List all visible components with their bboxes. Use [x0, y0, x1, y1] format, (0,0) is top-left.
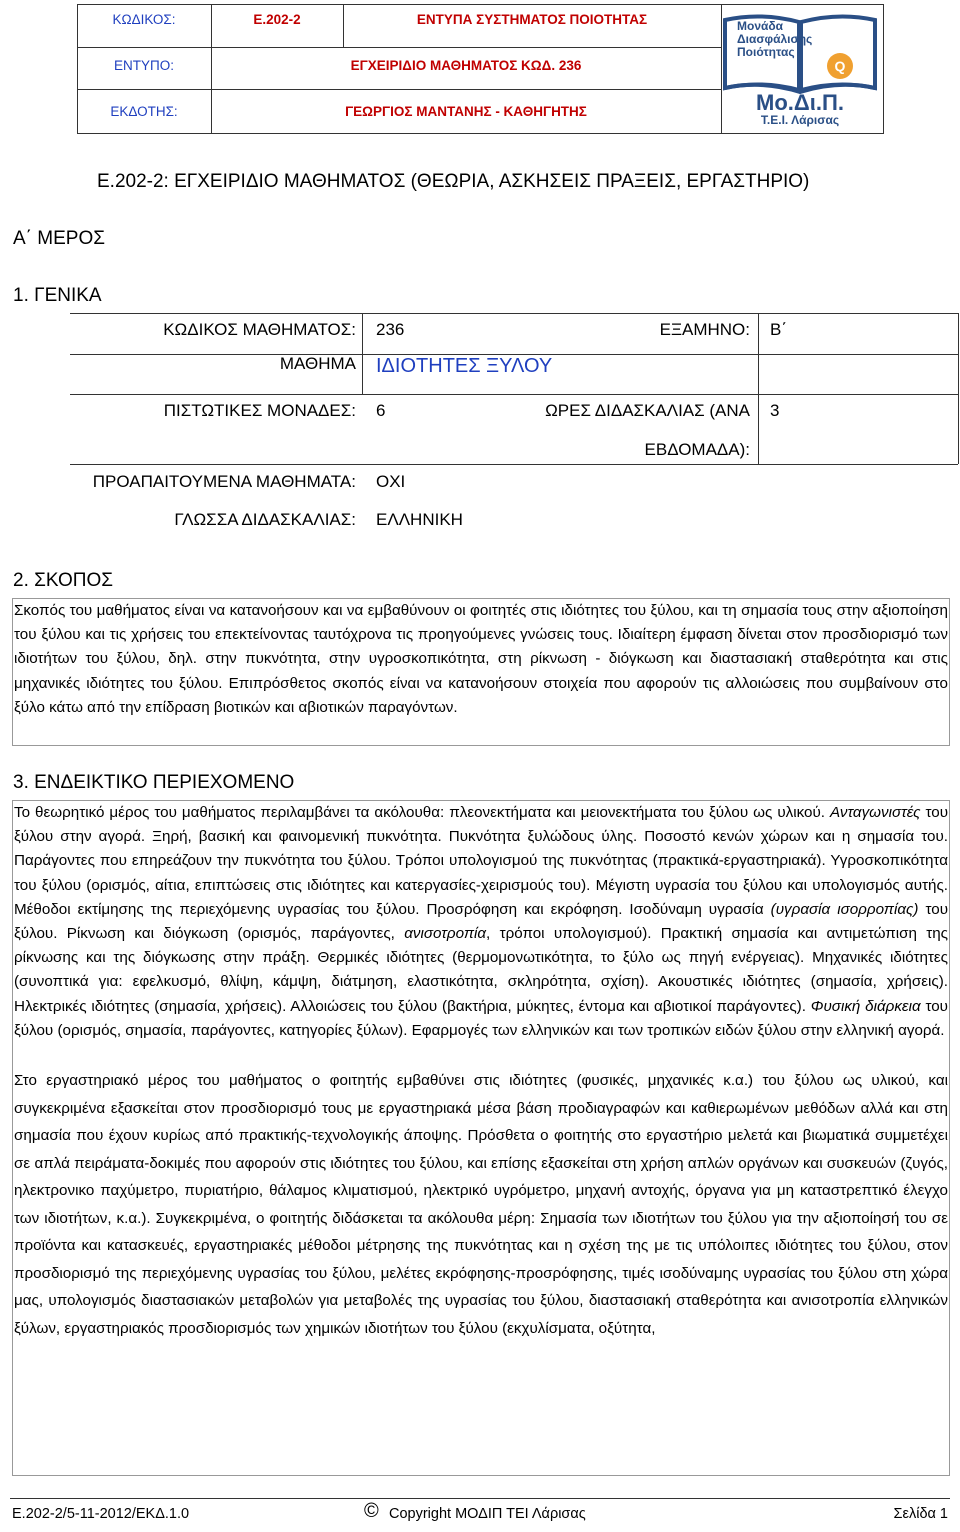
- logo-line2: Διασφάλισης: [737, 32, 813, 46]
- theory-italic-b: (υγρασία ισορροπίας): [770, 900, 919, 918]
- lang-label: ΓΛΩΣΣΑ ΔΙΔΑΣΚΑΛΙΑΣ:: [174, 510, 356, 529]
- theory-text-c: του ξύλου. Ρίκνωση και διόγκωση (ορισμός, παράγοντες,: [14, 900, 949, 943]
- theory-text-e: του ξύλου (ορισμός, σημασία, παράγοντες, κατηγορίες ξύλων). Εφαρμογές των ελληνικών και των τροπικών ειδών ξύλου στην ελληνική αγορά.: [14, 997, 948, 1039]
- modip-logo: [721, 10, 879, 128]
- footer-copyright: Copyright ΜΟΔΙΠ ΤΕΙ Λάρισας: [389, 1506, 586, 1522]
- course-info-table: [70, 313, 958, 545]
- theory-italic-c: ανισοτροπία: [404, 925, 487, 943]
- lang: ΕΛΛΗΝΙΚΗ: [376, 510, 463, 529]
- part-heading: Α΄ ΜΕΡΟΣ: [13, 228, 105, 249]
- section-content-heading: 3. ΕΝΔΕΙΚΤΙΚΟ ΠΕΡΙΕΧΟΜΕΝΟ: [13, 772, 295, 793]
- logo-line1: Μονάδα: [737, 19, 784, 33]
- logo-letter: Q: [834, 58, 846, 74]
- course-label: ΜΑΘΗΜΑ: [279, 354, 356, 373]
- form-label: ΕΝΤΥΠΟ:: [113, 58, 174, 73]
- theory-text-b: του ξύλου στην αγορά. Ξηρή, βασική και φαινομενική πυκνότητα. Πυκνότητα ξυλώδους ύλης. Ποσοστό κενών χώρων και η σημασία του. Παράγοντες που επηρεάζουν την πυκνότητα του ξύλου. Τρόποι υπολογισμού της πυκνότητας (πρακτικά-εργαστηριακά). Υγροσκοπικότητα του ξύλου (ορισμός, αίτια, επιπτώσεις στις ιδιότητες και κατεργασίες-χειρισμούς του). Μέγιστη υγρασία του ξύλου και υπολογισμός αυτής. Μέθοδοι εκτίμησης της περιεχόμενης υγρασίας του ξύλου. Προσρόφηση και εκρόφηση. Ισοδύναμη υγρασία: [14, 804, 948, 918]
- course-code: 236: [376, 320, 405, 339]
- logo-institution: Τ.Ε.Ι. Λάρισας: [760, 113, 840, 127]
- footer-doc-id: Ε.202-2/5-11-2012/ΕΚΔ.1.0: [12, 1506, 190, 1522]
- theory-text-d: , τρόποι υπολογισμού). Πρακτική σημασία και αντιμετώπιση της ρίκνωσης και της διόγκωσης στην πράξη. Θερμικές ιδιότητες (θερμομονωτικότητα, το ξύλο ως πηγή ενέργειας). Μηχανικές ιδιότητες (συνοπτικά για: εφελκυσμό, θλίψη, κάμψη, διάτμηση, ελαστικότητα, σκληρότητα, σχίση). Ακουστικές ιδιότητες (σημασία, χρήσεις). Ηλεκτρικές ιδιότητες (σημασία, χρήσεις). Αλλοιώσεις του ξύλου (βακτήρια, μύκητες, έντομα και αβιοτικοί παράγοντες).: [14, 925, 948, 1015]
- logo-line3: Ποιότητας: [737, 45, 795, 59]
- theory-italic-d: Φυσική διάρκεια: [810, 997, 921, 1015]
- section-general-heading: 1. ΓΕΝΙΚΑ: [13, 285, 102, 306]
- code-label: ΚΩΔΙΚΟΣ:: [112, 12, 176, 27]
- hours-label-line1: ΩΡΕΣ ΔΙΔΑΣΚΑΛΙΑΣ (ΑΝΑ: [545, 401, 750, 420]
- prereq-label: ΠΡΟΑΠΑΙΤΟΥΜΕΝΑ ΜΑΘΗΜΑΤΑ:: [92, 472, 356, 491]
- semester-label: ΕΞΑΜΗΝΟ:: [659, 320, 750, 339]
- section-purpose-heading: 2. ΣΚΟΠΟΣ: [13, 570, 113, 591]
- document-title: Ε.202-2: ΕΓΧΕΙΡΙΔΙΟ ΜΑΘΗΜΑΤΟΣ (ΘΕΩΡΙΑ, ΑΣΚΗΣΕΙΣ ΠΡΑΞΕΙΣ, ΕΡΓΑΣΤΗΡΙΟ): [97, 171, 810, 192]
- publisher-label: ΕΚΔΟΤΗΣ:: [110, 104, 178, 119]
- purpose-paragraph: Σκοπός του μαθήματος είναι να κατανοήσουν και να εμβαθύνουν οι φοιτητές στις ιδιότητες του ξύλου, και τη σημασία τους στην αξιοποίηση του ξύλου και τις χρήσεις του επεκτείνοντας ταυτόχρονα τις προηγούμενες γνώσεις τους. Ιδιαίτερη έμφαση δίνεται στον προσδιορισμό των ιδιοτήτων του ξύλου, δηλ. στην πυκνότητα, στην υγροσκοπικότητα, στη ρίκνωση - διόγκωση και διαστασιακή σταθερότητα και στις μηχανικές ιδιότητες του ξύλου. Επιπρόσθετος σκοπός είναι να κατανοήσουν στοιχεία που αφορούν τις αλλοιώσεις που συμβαίνουν στο ξύλο κάτω από την επίδραση βιοτικών και αβιοτικών παραγόντων.: [12, 598, 950, 746]
- theory-italic-a: Ανταγωνιστές: [830, 804, 921, 821]
- credits-label: ΠΙΣΤΩΤΙΚΕΣ ΜΟΝΑΔΕΣ:: [163, 401, 356, 420]
- theory-paragraph: [14, 801, 948, 1043]
- course-name: ΙΔΙΟΤΗΤΕΣ ΞΥΛΟΥ: [376, 355, 553, 377]
- theory-text-a: Το θεωρητικό μέρος του μαθήματος περιλαμβάνει τα ακόλουθα: πλεονεκτήματα και μειονεκτήματα του ξύλου ως υλικού.: [14, 804, 830, 821]
- hours-label-line2: ΕΒΔΟΜΑΔΑ):: [644, 440, 750, 459]
- footer-page: Σελίδα 1: [893, 1506, 948, 1522]
- footer-rule: [10, 1498, 950, 1499]
- lab-paragraph: Στο εργαστηριακό μέρος του μαθήματος ο φοιτητής εμβαθύνει στις ιδιότητες (φυσικές, μηχανικές κ.α.) του ξύλου ως υλικού, και συγκεκριμένα εξασκείται στον προσδιορισμό τους με εργαστηριακά μέσα βάση προδιαγραφών και καθιερωμένων μεθόδων αλλά και στη σημασία που έχουν κυρίως από πρακτικής-τεχνολογικής άποψης. Πρόσθετα ο φοιτητής στο εργαστήριο μελετά και βιωματικά συμμετέχει σε απλά πειράματα-δοκιμές που αφορούν στις ιδιότητες του ξύλου, και επίσης εξασκείται στη χρήση απλών οργάνων και συσκευών (ζυγός, ηλεκτρονικο παχύμετρο, πυριατήριο, θάλαμος κλιματισμού, ηλεκτρικό υγρόμετρο, μηχανή αντοχής, όργανα για μη καταστρεπτικό έλεγχο των ιδιοτήτων, κ.α.). Συγκεκριμένα, ο φοιτητής διδάσκεται τα ακόλουθα μέρη: Σημασία των ιδιοτήτων του ξύλου για την αξιοποίησή του σε προϊόντα και κατασκευές, εργαστηριακές μέθοδοι μέτρησης της πυκνότητας και η σχέση της με τις υπόλοιπες ιδιότητες του ξύλου, στον προσδιορισμό της περιεχόμενης υγρασίας του ξύλου, μελέτες εκρόφησης-προσρόφησης, τιμές ισοδύναμης υγρασίας του ξύλου στη χώρα μας, υπολογισμός διαστασιακών μεταβολών για μεταβολές της υγρασίας του ξύλου, διαστασιακή σταθερότητα και ανισοτροπία ελληνικών ξύλων, εργαστηριακός προσδιορισμός των χημικών ιδιοτήτων του ξύλου (εκχυλίσματα, οξύτητα,: [14, 1072, 948, 1337]
- course-code-label: ΚΩΔΙΚΟΣ ΜΑΘΗΜΑΤΟΣ:: [163, 320, 356, 339]
- credits: 6: [376, 401, 386, 420]
- hours: 3: [770, 401, 780, 420]
- semester: Β΄: [770, 320, 787, 339]
- form-value: ΕΓΧΕΙΡΙΔΙΟ ΜΑΘΗΜΑΤΟΣ ΚΩΔ. 236: [350, 58, 582, 73]
- prereq: ΟΧΙ: [376, 472, 406, 491]
- logo-brand: Μο.Δι.Π.: [756, 90, 844, 115]
- copyright-icon: ©: [364, 1500, 379, 1522]
- publisher-value: ΓΕΩΡΓΙΟΣ ΜΑΝΤΑΝΗΣ - ΚΑΘΗΓΗΤΗΣ: [345, 104, 587, 119]
- code-desc: ΕΝΤΥΠΑ ΣΥΣΤΗΜΑΤΟΣ ΠΟΙΟΤΗΤΑΣ: [416, 12, 648, 27]
- content-box: [12, 800, 950, 1476]
- code-value: Ε.202-2: [253, 12, 301, 27]
